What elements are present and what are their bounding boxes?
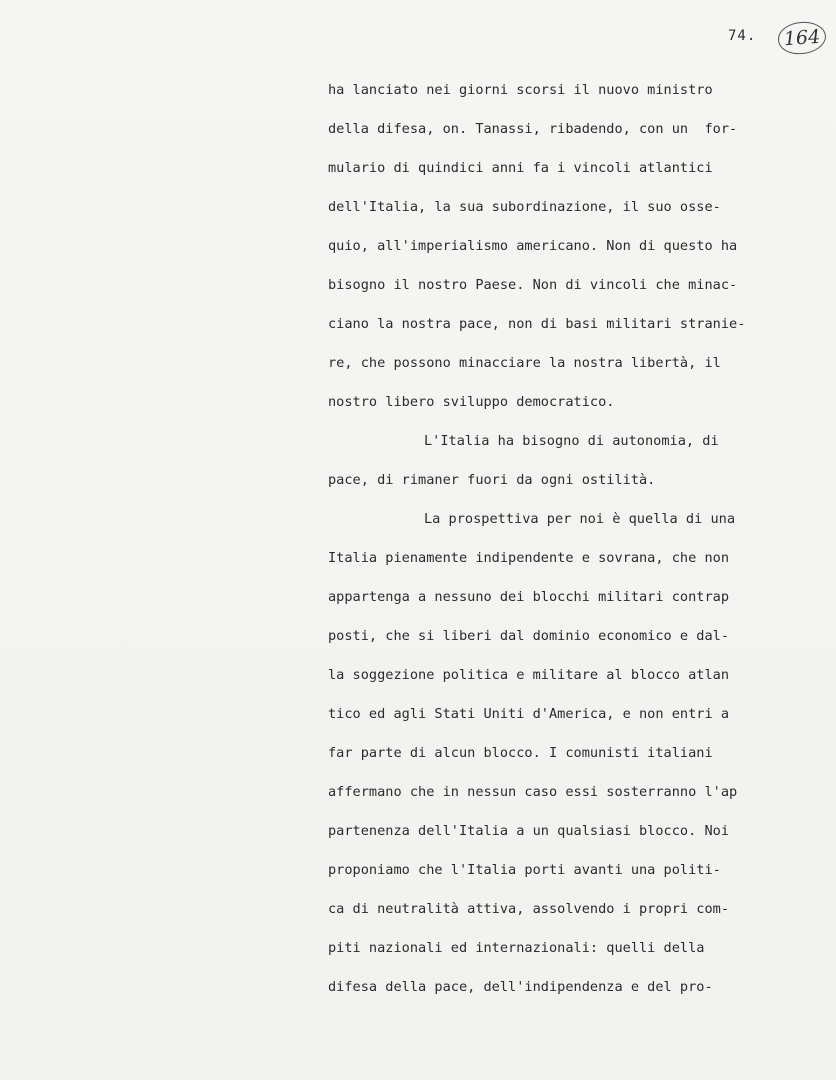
body-text [328,78,808,1014]
text-line-13: Italia pienamente indipendente e sovrana, che non [328,550,730,566]
text-line-6: bisogno il nostro Paese. Non di vincoli che minac- [328,277,738,293]
text-line-5: quio, all'imperialismo americano. Non di questo ha [328,238,738,254]
text-line-17: tico ed agli Stati Uniti d'America, e non entri a [328,706,730,722]
text-line-21: proponiamo che l'Italia porti avanti una politi- [328,862,721,878]
text-line-7: ciano la nostra pace, non di basi militari stranie- [328,316,746,332]
text-line-8: re, che possono minacciare la nostra libertà, il [328,355,721,371]
text-line-20: partenenza dell'Italia a un qualsiasi blocco. Noi [328,823,730,839]
text-line-3: mulario di quindici anni fa i vincoli atlantici [328,160,713,176]
text-line-9: nostro libero sviluppo democratico. [328,394,615,410]
text-line-10: L'Italia ha bisogno di autonomia, di [424,433,719,449]
text-line-12: La prospettiva per noi è quella di una [424,511,735,527]
text-line-14: appartenga a nessuno dei blocchi militari contrap [328,589,730,605]
typed-page-number: 74. [728,28,757,44]
text-line-18: far parte di alcun blocco. I comunisti italiani [328,745,713,761]
text-line-11: pace, di rimaner fuori da ogni ostilità. [328,472,656,488]
text-line-1: ha lanciato nei giorni scorsi il nuovo ministro [328,82,713,98]
text-line-4: dell'Italia, la sua subordinazione, il suo osse- [328,199,721,215]
handwritten-page-number: 164 [777,20,827,55]
text-line-15: posti, che si liberi dal dominio economico e dal- [328,628,730,644]
text-line-23: piti nazionali ed internazionali: quelli della [328,940,705,956]
text-line-19: affermano che in nessun caso essi sosterranno l'ap [328,784,738,800]
text-line-24: difesa della pace, dell'indipendenza e del pro- [328,979,713,995]
text-line-16: la soggezione politica e militare al blocco atlan [328,667,730,683]
text-line-2: della difesa, on. Tanassi, ribadendo, con un for- [328,121,738,137]
text-line-22: ca di neutralità attiva, assolvendo i propri com- [328,901,730,917]
